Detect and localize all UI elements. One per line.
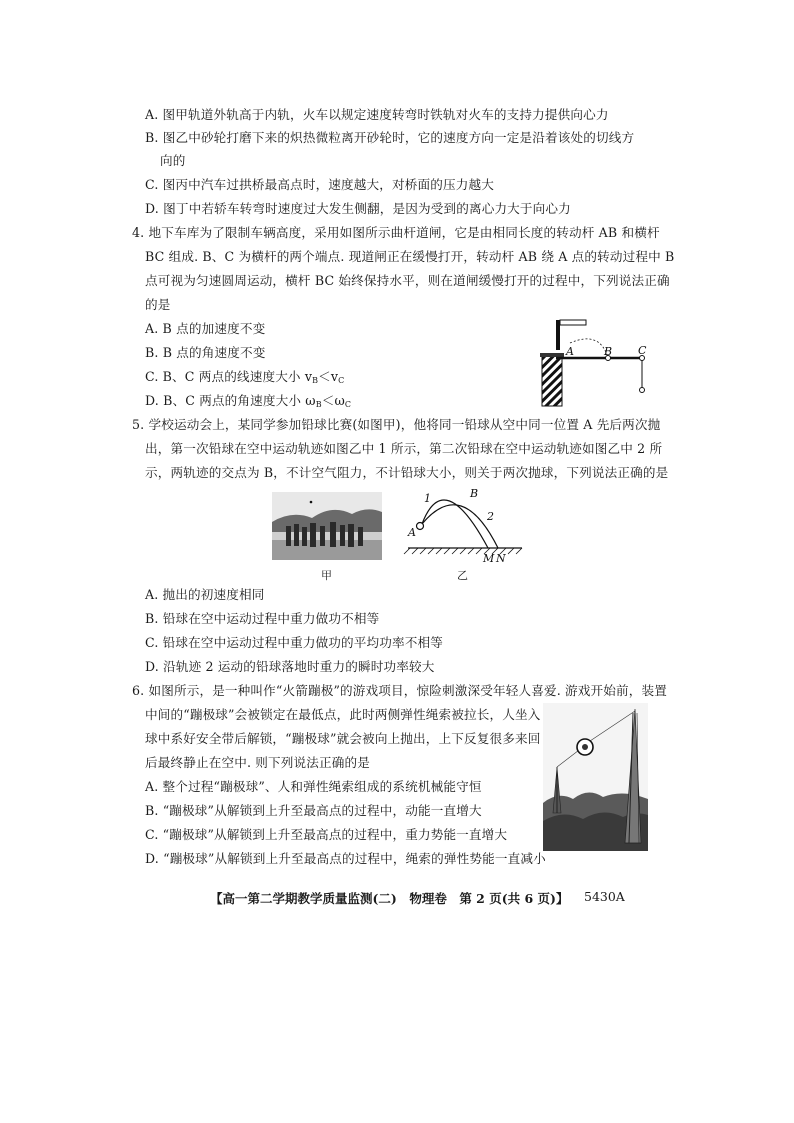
q6-photo-rocket-bungee — [543, 703, 648, 851]
q4-stem-line4: 的是 — [145, 297, 171, 312]
q4-option-a: A. B 点的加速度不变 — [145, 321, 266, 336]
label-traj-1: 1 — [424, 492, 431, 505]
q5-stem-line2: 出，第一次铅球在空中运动轨迹如图乙中 1 所示，第二次铅球在空中运动轨迹如图乙中 2 所 — [145, 441, 663, 456]
label-point-a: A — [408, 526, 416, 539]
gate-raised-bar — [560, 320, 586, 325]
q5-caption-yi: 乙 — [457, 569, 468, 582]
q5-option-a: A. 抛出的初速度相同 — [145, 587, 265, 602]
q5-trajectory-diagram — [400, 480, 530, 566]
gate-post-cap — [540, 353, 564, 357]
q6-option-d: D. “蹦极球”从解锁到上升至最高点的过程中，绳索的弹性势能一直减小 — [145, 851, 546, 866]
footer-code: 5430A — [584, 889, 625, 904]
q3-option-b: B. 图乙中砂轮打磨下来的炽热微粒离开砂轮时，它的速度方向一定是沿着该处的切线方 — [145, 130, 635, 145]
q4-option-d: D. B、C 两点的角速度大小 $\omega_B<\omega_C$ — [145, 393, 352, 409]
q4-option-c: C. B、C 两点的线速度大小 $v_B<v_C$ — [145, 369, 345, 385]
q3-option-c: C. 图丙中汽车过拱桥最高点时，速度越大，对桥面的压力越大 — [145, 177, 494, 192]
launch-point-a — [417, 523, 424, 530]
q6-stem-line3: 球中系好安全带后解锁，“蹦极球”就会被向上抛出，上下反复很多来回 — [145, 731, 541, 746]
q4-stem-line1: 4. 地下车库为了限制车辆高度，采用如图所示曲杆道闸，它是由相同长度的转动杆 AB 和横杆 — [132, 225, 660, 240]
gate-label-a: A — [566, 345, 574, 358]
q4-stem-line2: BC 组成. B、C 为横杆的两个端点. 现道闸正在缓慢打开，转动杆 AB 绕 A 点的转动过程中 B — [145, 249, 675, 264]
footer-title: 【高一第二学期教学质量监测(二) 物理卷 第 2 页(共 6 页)】 — [210, 891, 569, 906]
q5-stem-line1: 5. 学校运动会上，某同学参加铅球比赛(如图甲)，他将同一铅球从空中同一位置 A 先后两次抛 — [132, 417, 661, 432]
gate-post — [542, 356, 562, 406]
q6-option-a: A. 整个过程“蹦极球”、人和弹性绳索组成的系统机械能守恒 — [145, 779, 482, 794]
q3-option-a: A. 图甲轨道外轨高于内轨，火车以规定速度转弯时铁轨对火车的支持力提供向心力 — [145, 107, 609, 122]
q6-option-c: C. “蹦极球”从解锁到上升至最高点的过程中，重力势能一直增大 — [145, 827, 508, 842]
q3-option-d: D. 图丁中若轿车转弯时速度过大发生侧翻，是因为受到的离心力大于向心力 — [145, 201, 571, 216]
label-point-n: N — [496, 552, 506, 565]
q5-option-d: D. 沿轨迹 2 运动的铅球落地时重力的瞬时功率较大 — [145, 659, 435, 674]
q6-stem-line2: 中间的“蹦极球”会被锁定在最低点，此时两侧弹性绳索被拉长，人坐入 — [145, 707, 541, 722]
gate-rod-end — [640, 388, 645, 393]
label-traj-2: 2 — [487, 510, 494, 523]
q5-stem-line3: 示，两轨迹的交点为 B，不计空气阻力，不计铅球大小，则关于两次抛球，下列说法正确的是 — [145, 465, 669, 480]
q4-stem-line3: 点可视为匀速圆周运动，横杆 BC 始终保持水平，则在道闸缓慢打开的过程中，下列说法正确 — [145, 273, 670, 288]
gate-vertical-arm — [556, 320, 560, 350]
gate-rotation-arc — [570, 339, 608, 358]
q6-stem-line1: 6. 如图所示，是一种叫作“火箭蹦极”的游戏项目，惊险刺激深受年轻人喜爱. 游戏开始前，装置 — [132, 683, 667, 698]
label-point-b: B — [470, 487, 479, 500]
q5-option-c: C. 铅球在空中运动过程中重力做功的平均功率不相等 — [145, 635, 444, 650]
q4-option-b: B. B 点的角速度不变 — [145, 345, 266, 360]
q6-stem-line4: 后最终静止在空中. 则下列说法正确的是 — [145, 755, 370, 770]
q3-option-b-cont: 向的 — [160, 153, 186, 168]
q6-option-b: B. “蹦极球”从解锁到上升至最高点的过程中，动能一直增大 — [145, 803, 482, 818]
gate-label-b: B — [604, 345, 613, 358]
q5-photo-shotput — [272, 492, 382, 560]
q5-option-b: B. 铅球在空中运动过程中重力做功不相等 — [145, 611, 380, 626]
gate-label-c: C — [638, 344, 647, 357]
label-point-m: M — [483, 552, 495, 565]
trajectory-1 — [422, 500, 488, 548]
q4-gate-figure — [530, 318, 650, 408]
q5-caption-jia: 甲 — [321, 569, 332, 582]
